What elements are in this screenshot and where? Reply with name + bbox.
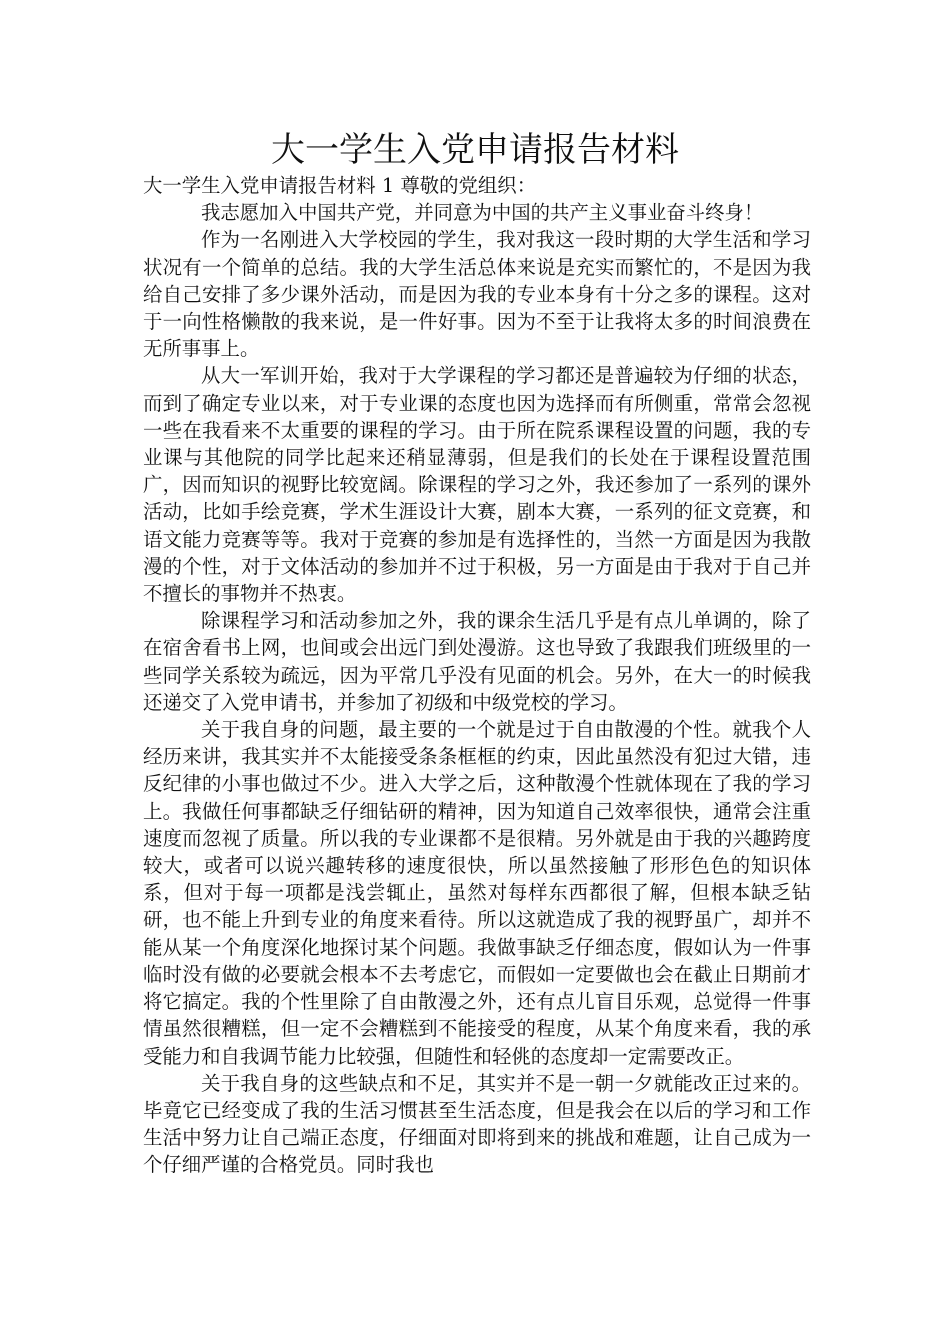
paragraph-3: 从大一军训开始，我对于大学课程的学习都还是普遍较为仔细的状态，而到了确定专业以来，对于专业课的态度也因为选择而有所侧重，常常会忽视一些在我看来不太重要的课程的学习。由于所在院系课程设置的问题，我的专业课与其他院的同学比起来还稍显薄弱，但是我们的长处在于课程设置范围广，因而知识的视野比较宽阔。除课程的学习之外，我还参加了一系列的课外活动，比如手绘竞赛，学术生涯设计大赛，剧本大赛，一系列的征文竞赛，和语文能力竞赛等等。我对于竞赛的参加是有选择性的，当然一方面是因为我散漫的个性，对于文体活动的参加并不过于积极，另一方面是由于我对于自己并不擅长的事物并不热衷。 — [143, 364, 811, 606]
opening-line: 大一学生入党申请报告材料 1 尊敬的党组织： — [143, 174, 537, 197]
paragraph-2: 作为一名刚进入大学校园的学生，我对我这一段时期的大学生活和学习状况有一个简单的总结。我的大学生活总体来说是充实而繁忙的，不是因为我给自己安排了多少课外活动，而是因为我的专业本身有十分之多的课程。这对于一向性格懒散的我来说，是一件好事。因为不至于让我将太多的时间浪费在无所事事上。 — [143, 228, 811, 361]
paragraph-4: 除课程学习和活动参加之外，我的课余生活几乎是有点儿单调的，除了在宿舍看书上网，也间或会出远门到处漫游。这也导致了我跟我们班级里的一些同学关系较为疏远，因为平常几乎没有见面的机会。另外，在大一的时候我还递交了入党申请书，并参加了初级和中级党校的学习。 — [143, 609, 811, 714]
paragraph-5: 关于我自身的问题，最主要的一个就是过于自由散漫的个性。就我个人经历来讲，我其实并不太能接受条条框框的约束，因此虽然没有犯过大错，违反纪律的小事也做过不少。进入大学之后，这种散漫个性就体现在了我的学习上。我做任何事都缺乏仔细钻研的精神，因为知道自己效率很快，通常会注重速度而忽视了质量。所以我的专业课都不是很精。另外就是由于我的兴趣跨度较大，或者可以说兴趣转移的速度很快，所以虽然接触了形形色色的知识体系，但对于每一项都是浅尝辄止，虽然对每样东西都很了解，但根本缺乏钻研，也不能上升到专业的角度来看待。所以这就造成了我的视野虽广，却并不能从某一个角度深化地探讨某个问题。我做事缺乏仔细态度，假如认为一件事临时没有做的必要就会根本不去考虑它，而假如一定要做也会在截止日期前才将它搞定。我的个性里除了自由散漫之外，还有点儿盲目乐观，总觉得一件事情虽然很糟糕，但一定不会糟糕到不能接受的程度，从某个角度来看，我的承受能力和自我调节能力比较强，但随性和轻佻的态度却一定需要改正。 — [143, 718, 811, 1068]
paragraph-6: 关于我自身的这些缺点和不足，其实并不是一朝一夕就能改正过来的。毕竟它已经变成了我的生活习惯甚至生活态度，但是我会在以后的学习和工作生活中努力让自己端正态度，仔细面对即将到来的挑战和难题，让自己成为一个仔细严谨的合格党员。同时我也 — [143, 1071, 811, 1177]
document-body — [143, 172, 811, 1179]
paragraph-1: 我志愿加入中国共产党，并同意为中国的共产主义事业奋斗终身！ — [201, 201, 764, 225]
document-title: 大一学生入党申请报告材料 — [271, 130, 679, 170]
